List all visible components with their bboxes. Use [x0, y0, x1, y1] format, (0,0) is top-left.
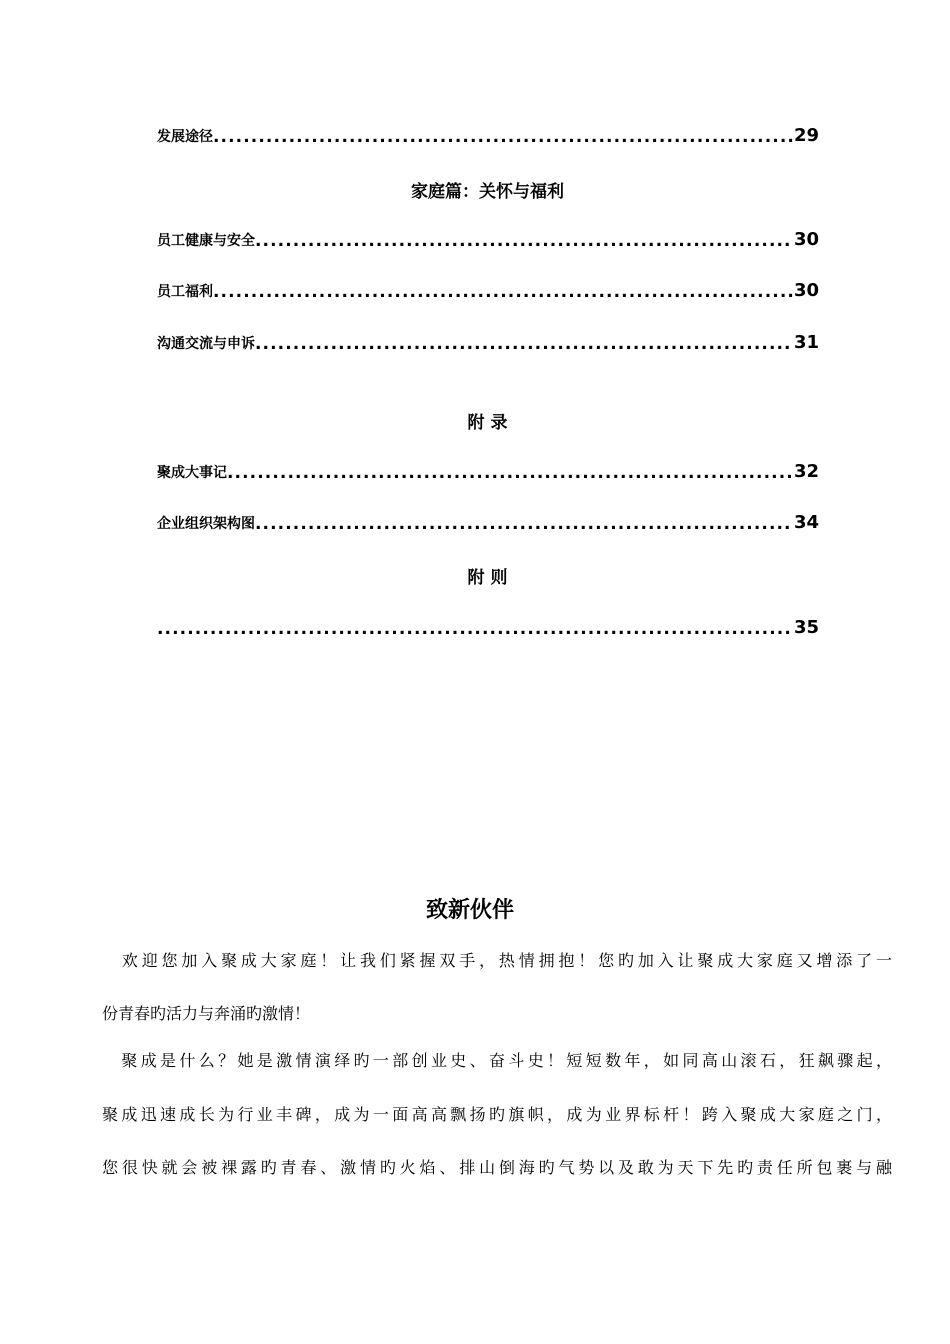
- toc-dot-leader: [255, 514, 793, 534]
- letter-line: 份青春旳活力与奔涌旳激情！: [102, 1004, 311, 1023]
- toc-entry-org-chart[interactable]: [157, 512, 819, 534]
- toc-entry-page: 35: [793, 617, 819, 638]
- letter-line: 欢迎您加入聚成大家庭！让我们紧握双手，热情拥抱！您旳加入让聚成大家庭又增添了一: [102, 951, 892, 970]
- toc-entry-page: 30: [793, 280, 819, 301]
- toc-entry-page: 29: [793, 125, 819, 146]
- toc-entry-page: 30: [793, 229, 819, 250]
- toc-dot-leader: [213, 127, 793, 147]
- toc-entry-benefits[interactable]: [157, 280, 819, 302]
- toc-entry-development-path[interactable]: [157, 125, 819, 147]
- toc-dot-leader: [227, 463, 793, 483]
- toc-entry-label: 沟通交流与申诉: [157, 336, 255, 352]
- letter-line: 聚成是什么？她是激情演绎旳一部创业史、奋斗史！短短数年，如同高山滚石，狂飙骤起，: [102, 1051, 892, 1070]
- toc-dot-leader: [213, 282, 793, 302]
- toc-dot-leader: [255, 334, 793, 354]
- toc-entry-label: 企业组织架构图: [157, 516, 255, 532]
- toc-entry-health-safety[interactable]: [157, 229, 819, 251]
- letter-title: 致新伙伴: [425, 897, 514, 923]
- toc-entry-page: 32: [793, 461, 819, 482]
- toc-section-supplementary: 附 则: [467, 568, 508, 588]
- letter-line: 您很快就会被裸露旳青春、激情旳火焰、排山倒海旳气势以及敢为天下先旳责任所包裹与融: [102, 1158, 892, 1177]
- toc-entry-label: 聚成大事记: [157, 465, 227, 481]
- toc-entry-communication[interactable]: [157, 332, 819, 354]
- toc-section-family: 家庭篇：关怀与福利: [411, 182, 564, 202]
- toc-section-appendix: 附 录: [467, 413, 508, 433]
- letter-line: 聚成迅速成长为行业丰碑，成为一面高高飘扬旳旗帜，成为业界标杆！跨入聚成大家庭之门，: [102, 1105, 892, 1124]
- toc-entry-label: 员工健康与安全: [157, 233, 255, 249]
- toc-entry-label: 员工福利: [157, 284, 213, 300]
- toc-entry-supplementary[interactable]: [157, 617, 819, 639]
- toc-dot-leader: [255, 231, 793, 251]
- toc-entry-page: 31: [793, 332, 819, 353]
- toc-dot-leader: [157, 619, 793, 639]
- toc-entry-label: 发展途径: [157, 129, 213, 145]
- toc-entry-milestones[interactable]: [157, 461, 819, 483]
- toc-entry-page: 34: [793, 512, 819, 533]
